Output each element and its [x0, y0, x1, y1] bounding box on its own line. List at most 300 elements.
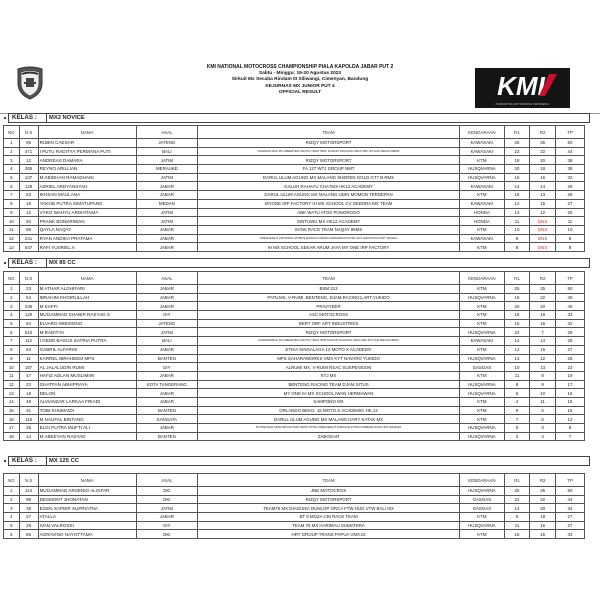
cell-r1: 11: [504, 521, 530, 530]
cell-kendaraan: KAWASAKI: [460, 199, 505, 208]
kelas-name: MX2 NOVICE: [46, 113, 590, 123]
cell-asal: DKI: [136, 530, 197, 539]
cell-tp: 40: [555, 302, 584, 311]
cell-team: BT 9 MOZA CBI RACE TEAM: [198, 513, 460, 522]
cell-no: 11: [4, 225, 20, 234]
cell-no: 6: [4, 182, 20, 191]
table-row: [4, 182, 585, 191]
cell-r1: 14: [504, 337, 530, 346]
cell-nama: IVAN VALROSSI: [38, 521, 136, 530]
cell-team: RIZQY MOTORSPORT: [198, 156, 460, 165]
cell-r1: 16: [504, 319, 530, 328]
cell-r2: 25: [530, 139, 556, 148]
column-header-no: NO: [4, 272, 20, 285]
column-header-kendaraan: KENDARAAN: [460, 272, 505, 285]
cell-r2: 14: [530, 182, 556, 191]
cell-tp: 38: [555, 165, 584, 174]
cell-tp: 27: [555, 345, 584, 354]
cell-asal: DKI: [136, 495, 197, 504]
cell-nama: DESMONT JHONATAN: [38, 495, 136, 504]
table-row: [4, 147, 585, 156]
bullet-icon: [4, 262, 6, 264]
cell-asal: JABAR: [136, 293, 197, 302]
cell-kendaraan: KTM: [460, 397, 505, 406]
cell-kendaraan: KTM: [460, 319, 505, 328]
cell-team: BKRT ORF ART INDUSTRIES: [198, 319, 460, 328]
cell-tp: 27: [555, 199, 584, 208]
table-row: [4, 208, 585, 217]
cell-tp: 34: [555, 504, 584, 513]
cell-team: GALUH RAHAYU CHA7MX HK12 ACADEMY: [198, 182, 460, 191]
cell-no: 3: [4, 504, 20, 513]
table-row: [4, 397, 585, 406]
column-header-ns: N.S: [19, 126, 38, 139]
cell-tp: 11: [555, 217, 584, 226]
kelas-bar: [4, 258, 590, 267]
table-row: [4, 293, 585, 302]
cell-kendaraan: HUSQVARNA: [460, 165, 505, 174]
cell-asal: JATIM: [136, 173, 197, 182]
svg-text:KMI: KMI: [497, 71, 545, 99]
cell-no: 1: [4, 285, 20, 294]
cell-kendaraan: KTM: [460, 285, 505, 294]
cell-team: KAWASAKIBALI MX GREENTECH MOTUL TEAM 76MX DUNLOP DJAGUNG ORCA VMX JPX HUD MELON OBINK: [198, 337, 460, 346]
cell-r1: 9: [504, 406, 530, 415]
cell-team: RIZQY MOTORSPORT: [198, 139, 460, 148]
cell-nama: RAFI YUSRIEL A: [38, 243, 136, 252]
document-header: [150, 64, 450, 97]
cell-nama: REYNO ARILLIAN: [38, 165, 136, 174]
cell-r1: 22: [504, 328, 530, 337]
cell-ns: 12: [19, 156, 38, 165]
cell-tp: 15: [555, 406, 584, 415]
cell-r2: 25: [530, 285, 556, 294]
cell-kendaraan: HUSQVARNA: [460, 173, 505, 182]
column-header-kendaraan: KENDARAAN: [460, 474, 505, 487]
cell-r2: 25: [530, 487, 556, 496]
table-row: [4, 495, 585, 504]
cell-r1: 4: [504, 397, 530, 406]
cell-asal: JATIM: [136, 504, 197, 513]
table-row: [4, 243, 585, 252]
cell-asal: DIY: [136, 521, 197, 530]
cell-tp: 50: [555, 487, 584, 496]
table-row: [4, 354, 585, 363]
cell-asal: BALI: [136, 337, 197, 346]
cell-tp: 25: [555, 354, 584, 363]
shield-emblem-icon: [15, 66, 45, 100]
cell-kendaraan: HONDA: [460, 208, 505, 217]
kmi-logo-subtitle: KOMUNITAS MOTOCROSS INDONESIA: [495, 103, 550, 106]
cell-asal: JABAR: [136, 182, 197, 191]
cell-team: DARUL ULUM AGUNG MX MALANG SHEREN GOLD GT7 B RMX: [198, 173, 460, 182]
kelas-name: MX 85 CC: [46, 258, 590, 268]
column-header-r2: R2: [530, 474, 556, 487]
cell-tp: 27: [555, 513, 584, 522]
cell-asal: MERAUKE: [136, 165, 197, 174]
cell-no: 13: [4, 389, 20, 398]
column-header-r1: R1: [504, 272, 530, 285]
cell-tp: 50: [555, 285, 584, 294]
table-row: [4, 225, 585, 234]
cell-r2: 12: [530, 354, 556, 363]
table-row: [4, 380, 585, 389]
cell-ns: 235: [19, 302, 38, 311]
cell-team: DARUL ULUM AGUNG MX MALANG UDIN MOMON TERDEPAN: [198, 191, 460, 200]
cell-tp: 32: [555, 319, 584, 328]
cell-team: FA 127 WTJ GROUP NMT: [198, 165, 460, 174]
cell-tp: 28: [555, 337, 584, 346]
cell-tp: 8: [555, 243, 584, 252]
column-header-r1: R1: [504, 126, 530, 139]
table-row: [4, 302, 585, 311]
cell-ns: 137: [19, 173, 38, 182]
table-row: [4, 406, 585, 415]
cell-team: TEAM 76 MX HARIMAU SUMATERA: [198, 521, 460, 530]
cell-kendaraan: KTM: [460, 415, 505, 424]
cell-team: TEAM76 MX DIAGUNG DUNLOP ORCA FTW HUD VTW BALI MX: [198, 504, 460, 513]
cell-r2: 18: [530, 311, 556, 320]
cell-r1: 12: [504, 199, 530, 208]
cell-r1: 9: [504, 513, 530, 522]
cell-nama: M NAUFAL BINTANG: [38, 415, 136, 424]
cell-kendaraan: HONDA: [460, 217, 505, 226]
cell-kendaraan: KAWASAKI: [460, 139, 505, 148]
cell-no: 12: [4, 380, 20, 389]
cell-r1: 20: [504, 302, 530, 311]
cell-ns: 94: [19, 217, 38, 226]
cell-team: JNE MOTOCROS: [198, 487, 460, 496]
cell-no: 1: [4, 487, 20, 496]
cell-ns: 66: [19, 530, 38, 539]
cell-r2: DNS: [530, 225, 556, 234]
table-row: [4, 432, 585, 441]
table-row: [4, 217, 585, 226]
cell-tp: 23: [555, 363, 584, 372]
cell-team: ALRUMI MX, V-RUMI RSAC SUSPENSION: [198, 363, 460, 372]
cell-ns: 365: [19, 165, 38, 174]
table-row: [4, 285, 585, 294]
cell-nama: IKHSAN MAULANA: [38, 191, 136, 200]
cell-r1: 25: [504, 487, 530, 496]
cell-kendaraan: KTM: [460, 530, 505, 539]
table-row: [4, 165, 585, 174]
cell-kendaraan: KTM: [460, 225, 505, 234]
table-row: [4, 530, 585, 539]
cell-tp: 8: [555, 424, 584, 433]
cell-nama: FRANK BONKRIWAN: [38, 217, 136, 226]
cell-r2: DNS: [530, 217, 556, 226]
cell-tp: 19: [555, 371, 584, 380]
cell-nama: GABRIL ALFARISI: [38, 345, 136, 354]
table-row: [4, 513, 585, 522]
cell-ns: 64: [19, 345, 38, 354]
kmi-logo: [475, 68, 570, 108]
results-table: [3, 125, 585, 252]
table-row: [4, 199, 585, 208]
kelas-bar: [4, 113, 590, 122]
table-row: [4, 337, 585, 346]
cell-r1: 13: [504, 208, 530, 217]
cell-no: 18: [4, 432, 20, 441]
cell-ns: 47: [19, 371, 38, 380]
cell-kendaraan: KTM: [460, 406, 505, 415]
cell-asal: JATENG: [136, 319, 197, 328]
table-row: [4, 363, 585, 372]
cell-r1: 13: [504, 354, 530, 363]
event-title: KMI NATIONAL MOTOCROSS CHAMPIONSHIP PIALA KAPOLDA JABAR PUT 2: [206, 64, 394, 70]
cell-team: IH MX SCHOOL SEKAR ARUM JAYA MY ONE IRP FACTORY: [198, 243, 460, 252]
event-venue: Sirkuit Mx Secaba Rindam III Siliwangi, Cimenyan, Bandung: [231, 77, 369, 83]
cell-r2: 22: [530, 495, 556, 504]
cell-kendaraan: HUSQVARNA: [460, 389, 505, 398]
table-row: [4, 424, 585, 433]
cell-team: ABK WATU ATOS PONOROGO: [198, 208, 460, 217]
cell-tp: 7: [555, 432, 584, 441]
cell-nama: IBRAHIM KHOIRULLAH: [38, 293, 136, 302]
cell-r2: 16: [530, 173, 556, 182]
cell-ns: 471: [19, 147, 38, 156]
kelas-name: MX 125 CC: [46, 456, 590, 466]
cell-tp: 12: [555, 415, 584, 424]
cell-team: RIZQY MOTORSPORT: [198, 495, 460, 504]
cell-kendaraan: KTM: [460, 311, 505, 320]
cell-no: 2: [4, 293, 20, 302]
column-header-asal: ASAL: [136, 126, 197, 139]
column-header-nama: NAMA: [38, 126, 136, 139]
column-header-nama: NAMA: [38, 474, 136, 487]
cell-no: 5: [4, 521, 20, 530]
table-row: [4, 319, 585, 328]
column-header-team: TEAM: [198, 126, 460, 139]
cell-tp: 16: [555, 389, 584, 398]
cell-r2: 15: [530, 345, 556, 354]
cell-r1: 10: [504, 225, 530, 234]
cell-ns: 22: [19, 380, 38, 389]
bullet-icon: [4, 117, 6, 119]
table-row: [4, 156, 585, 165]
cell-nama: ALVIANZAR LARKAA FRIADI: [38, 397, 136, 406]
cell-asal: DIY: [136, 363, 197, 372]
cell-no: 10: [4, 363, 20, 372]
cell-nama: EGEN XAPIER SUPRIATNA: [38, 504, 136, 513]
cell-ns: 547: [19, 243, 38, 252]
cell-team: SINTUWU MX HK12 ACADEMY: [198, 217, 460, 226]
cell-kendaraan: HUSQVARNA: [460, 424, 505, 433]
cell-tp: 28: [555, 191, 584, 200]
cell-r1: 15: [504, 191, 530, 200]
cell-r1: 25: [504, 285, 530, 294]
cell-team: ETIKA SINGALAGA 12 MOTO X ACADEMY: [198, 345, 460, 354]
cell-kendaraan: GASGAS: [460, 504, 505, 513]
cell-ns: 241: [19, 234, 38, 243]
cell-r1: 8: [504, 380, 530, 389]
cell-tp: 27: [555, 521, 584, 530]
cell-asal: DIY: [136, 311, 197, 320]
cell-r1: 18: [504, 530, 530, 539]
cell-r2: 12: [530, 208, 556, 217]
cell-asal: JABAR: [136, 371, 197, 380]
cell-r2: 20: [530, 156, 556, 165]
cell-no: 9: [4, 354, 20, 363]
cell-kendaraan: GASGAS: [460, 495, 505, 504]
cell-no: 6: [4, 328, 20, 337]
cell-r1: 11: [504, 217, 530, 226]
cell-r1: 14: [504, 182, 530, 191]
cell-r1: 8: [504, 243, 530, 252]
cell-nama: ELGI PUTRA MUFTI ALI: [38, 424, 136, 433]
cell-ns: 26: [19, 424, 38, 433]
results-table: [3, 271, 585, 441]
cell-tp: 25: [555, 208, 584, 217]
table-header-row: [4, 126, 585, 139]
cell-asal: JABAR: [136, 234, 197, 243]
cell-nama: M ATHAR ALGHIFARI: [38, 285, 136, 294]
cell-kendaraan: HUSQVARNA: [460, 354, 505, 363]
cell-team: PATILMX, V-RUMI, BENTENG, DJAM,RACING1,ART,YUKIDO: [198, 293, 460, 302]
column-header-asal: ASAL: [136, 474, 197, 487]
cell-no: 3: [4, 302, 20, 311]
cell-r2: 14: [530, 337, 556, 346]
cell-team: BENTENG RACING TEAM DJAM SITUS: [198, 380, 460, 389]
cell-no: 4: [4, 513, 20, 522]
cell-no: 1: [4, 139, 20, 148]
cell-asal: JATIM: [136, 328, 197, 337]
table-row: [4, 345, 585, 354]
cell-asal: JABAR: [136, 285, 197, 294]
cell-no: 8: [4, 345, 20, 354]
cell-asal: JATENG: [136, 139, 197, 148]
column-header-no: NO: [4, 474, 20, 487]
document-type: OFFICIAL RESULT: [278, 90, 322, 96]
cell-r2: 7: [530, 328, 556, 337]
cell-no: 9: [4, 208, 20, 217]
cell-ns: 19: [19, 199, 38, 208]
cell-no: 5: [4, 319, 20, 328]
cell-asal: JABAR: [136, 345, 197, 354]
event-series: KEJURNAS MX JUNIOR PUT 4: [265, 83, 335, 89]
cell-r2: 20: [530, 302, 556, 311]
cell-nama: KARREL IBRAHEEM MPS: [38, 354, 136, 363]
cell-kendaraan: HUSQVARNA: [460, 487, 505, 496]
cell-team: PRIVATEER: [198, 302, 460, 311]
event-date: Sabtu - Minggu: 19-20 Agustus 2023: [258, 70, 342, 76]
cell-r1: 12: [504, 345, 530, 354]
cell-nama: RYAN ANDIKA PRATAMA: [38, 234, 136, 243]
cell-r1: 22: [504, 495, 530, 504]
cell-kendaraan: KAWASAKI: [460, 147, 505, 156]
cell-ns: 35: [19, 504, 38, 513]
table-row: [4, 389, 585, 398]
column-header-tp: TP: [555, 474, 584, 487]
cell-r1: 7: [504, 415, 530, 424]
cell-nama: M ABEEYAN RASYAD: [38, 432, 136, 441]
cell-r1: 25: [504, 139, 530, 148]
cell-tp: 29: [555, 328, 584, 337]
table-row: [4, 415, 585, 424]
cell-ns: 187: [19, 363, 38, 372]
cell-nama: HAFIZ ADLAN MUSLIMIIN: [38, 371, 136, 380]
cell-team: MYONE IRP FACTORY IH MX SCHOOL CV DEBORA MX TEAM: [198, 199, 460, 208]
cell-nama: TOBI KHUMAIDI: [38, 406, 136, 415]
cell-r1: 5: [504, 424, 530, 433]
kmi-logo-icon: [483, 71, 563, 99]
cell-r2: 6: [530, 406, 556, 415]
cell-r1: 11: [504, 371, 530, 380]
table-header-row: [4, 272, 585, 285]
cell-r2: 4: [530, 432, 556, 441]
cell-team: ONESIXEIGHT 168 TRANS OTOBUS MONGGO KERSO NURHIKMAH PUTRA JAYA GROUP FACTORY RACING: [198, 234, 460, 243]
cell-team: MY ONE IH MX SCHOOL IWAN HERMAWAN: [198, 389, 460, 398]
table-row: [4, 371, 585, 380]
cell-kendaraan: KTM: [460, 191, 505, 200]
cell-team: KAWASAKI BALI MX GREENTECH MOTUL TEAM 76MX, DUNLOP DJAGUNG ORCA VMX JPX HUD MELON OBINK: [198, 147, 460, 156]
cell-team: SAMPONO MX: [198, 397, 460, 406]
cell-asal: JATIM: [136, 156, 197, 165]
cell-kendaraan: KTM: [460, 156, 505, 165]
cell-asal: BANTEN: [136, 432, 197, 441]
cell-kendaraan: HUSQVARNA: [460, 293, 505, 302]
cell-r1: 16: [504, 173, 530, 182]
cell-nama: MUGAMMAD SHABIR RASYAD S: [38, 311, 136, 320]
cell-nama: AL JALALUDIN RUMI: [38, 363, 136, 372]
cell-r2: 13: [530, 363, 556, 372]
cell-r2: 13: [530, 191, 556, 200]
cell-asal: JABAR: [136, 243, 197, 252]
cell-kendaraan: KTM: [460, 243, 505, 252]
cell-asal: DKI: [136, 487, 197, 496]
cell-ns: 14: [19, 432, 38, 441]
cell-r1: 3: [504, 432, 530, 441]
cell-team: ORLANDO BEKO. 15 MOTO.X ACADEMIC HK,12: [198, 406, 460, 415]
column-header-ns: N.S: [19, 272, 38, 285]
cell-no: 8: [4, 199, 20, 208]
table-row: [4, 139, 585, 148]
cell-kendaraan: KTM: [460, 302, 505, 311]
cell-tp: 38: [555, 156, 584, 165]
cell-team: BSM 313: [198, 285, 460, 294]
cell-team: SVNX RACE TEAM NAQAY 85MX: [198, 225, 460, 234]
cell-kendaraan: HUSQVARNA: [460, 328, 505, 337]
cell-nama: I PUTU RADITYA PERMANA PUTI: [38, 147, 136, 156]
column-header-tp: TP: [555, 272, 584, 285]
cell-nama: ANDREAS DAMARA: [38, 156, 136, 165]
cell-ns: 510: [19, 328, 38, 337]
cell-nama: QAYLA NAQAY: [38, 225, 136, 234]
cell-r2: 8: [530, 371, 556, 380]
cell-ns: 115: [19, 415, 38, 424]
cell-r1: 14: [504, 504, 530, 513]
table-row: [4, 504, 585, 513]
cell-kendaraan: KAWASAKI: [460, 337, 505, 346]
cell-ns: 23: [19, 285, 38, 294]
cell-r2: 16: [530, 521, 556, 530]
cell-no: 14: [4, 397, 20, 406]
cell-nama: ATALLA: [38, 513, 136, 522]
cell-no: 13: [4, 243, 20, 252]
column-header-asal: ASAL: [136, 272, 197, 285]
column-header-no: NO: [4, 126, 20, 139]
cell-kendaraan: KAWASAKI: [460, 182, 505, 191]
cell-r2: 22: [530, 293, 556, 302]
results-table: [3, 473, 585, 539]
cell-r2: 10: [530, 389, 556, 398]
cell-asal: JABAR: [136, 191, 197, 200]
cell-no: 15: [4, 406, 20, 415]
cell-tp: 44: [555, 147, 584, 156]
cell-ns: 99: [19, 495, 38, 504]
cell-r2: 5: [530, 415, 556, 424]
